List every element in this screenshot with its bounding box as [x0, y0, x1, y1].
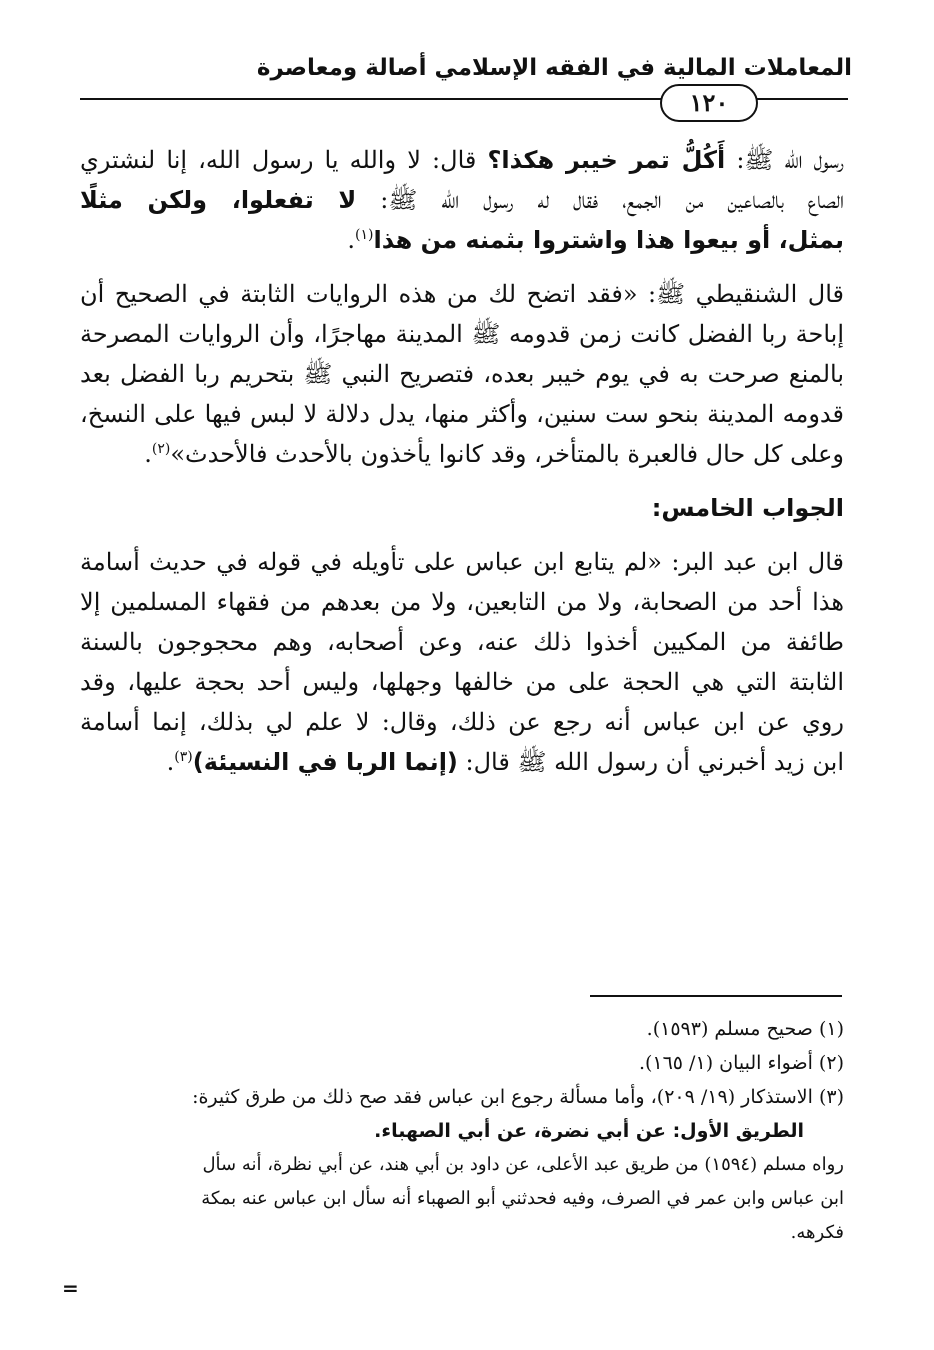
footnotes [74, 1012, 844, 1250]
paragraph-2 [80, 274, 844, 474]
paragraph-1 [80, 140, 844, 260]
footnote-3-subheading: الطريق الأول: عن أبي نضرة، عن أبي الصهباء. [374, 1120, 804, 1142]
text-line: قدومه المدينة بنحو ست سنين، وأكثر منها، يدل دلالة لا لبس فيها على النسخ، [80, 400, 844, 428]
text-line: طائفة من المكيين أخذوا ذلك عنه، وعن أصحابه، وهم محجوجون بالسنة [80, 628, 844, 656]
text-line: بمثل، أو بيعوا هذا واشتروا بثمنه من هذا$^{(١)}$. [347, 226, 844, 254]
text-line: هذا أحد من الصحابة، ولا من التابعين، ولا من بعدهم من فقهاء المسلمين إلا [80, 588, 844, 616]
page-number: ١٢٠ [660, 84, 758, 122]
text-line: الصاع بالصاعين من الجمع، فقال له رسول الله ﷺ: لا تفعلوا، ولكن مثلًا [80, 186, 844, 214]
footnote-separator [590, 995, 842, 997]
footnote-ref[interactable]: (٣) [174, 749, 193, 765]
text-line: روي عن ابن عباس أنه رجع عن ذلك، وقال: لا علم لي بذلك، إنما أسامة [80, 708, 844, 736]
section-heading: الجواب الخامس: [651, 494, 844, 522]
footnote-ref[interactable]: (٢) [151, 441, 171, 457]
footnote-3-line: فكرهه. [790, 1222, 844, 1243]
text-line: قال ابن عبد البر: «لم يتابع ابن عباس على تأويله في قوله في حديث أسامة [80, 548, 844, 576]
text-line: ابن زيد أخبرني أن رسول الله ﷺ قال: (إنما الربا في النسيئة)$^{(٣)}$. [166, 748, 844, 776]
text-line: رسول الله ﷺ: أَكُلُّ تمر خيبر هكذا؟ قال: لا والله يا رسول الله، إنا لنشتري [80, 146, 844, 174]
footnote-2: (٢) أضواء البيان (١/ ١٦٥). [638, 1052, 844, 1074]
footnote-3-line: رواه مسلم (١٥٩٤) من طريق عبد الأعلى، عن داود بن أبي هند، عن أبي نظرة، أنه سأل [202, 1154, 844, 1175]
main-text [80, 140, 844, 796]
footnote-ref[interactable]: (١) [355, 227, 374, 243]
paragraph-3 [80, 542, 844, 782]
text-line: الثابتة التي هي الحجة على من خالفها وجهلها، وليس أحد بحجة عليها، وقد [80, 668, 844, 696]
text-line: إباحة ربا الفضل كانت زمن قدومه ﷺ المدينة مهاجرًا، وأن الروايات المصرحة [80, 320, 844, 348]
continuation-mark: = [62, 1276, 79, 1300]
footnote-3-line: ابن عباس وابن عمر في الصرف، وفيه فحدثني أبو الصهباء أنه سأل ابن عباس عنه بمكة [201, 1188, 844, 1209]
footnote-1: (١) صحيح مسلم (١٥٩٣). [646, 1018, 844, 1040]
text-line: بالمنع صرحت به في يوم خيبر بعده، فتصريح النبي ﷺ بتحريم ربا الفضل بعد [80, 360, 844, 388]
footnote-3: (٣) الاستذكار (١٩/ ٢٠٩)، وأما مسألة رجوع ابن عباس فقد صح ذلك من طرق كثيرة: [192, 1086, 844, 1108]
text-line: قال الشنقيطي ﷺ: «فقد اتضح لك من هذه الروايات الثابتة في الصحيح أن [80, 280, 844, 308]
text-line: وعلى كل حال فالعبرة بالمتأخر، وقد كانوا يأخذون بالأحدث فالأحدث»$^{(٢)}$. [144, 440, 844, 468]
running-header-title: المعاملات المالية في الفقه الإسلامي أصالة ومعاصرة [256, 55, 852, 81]
